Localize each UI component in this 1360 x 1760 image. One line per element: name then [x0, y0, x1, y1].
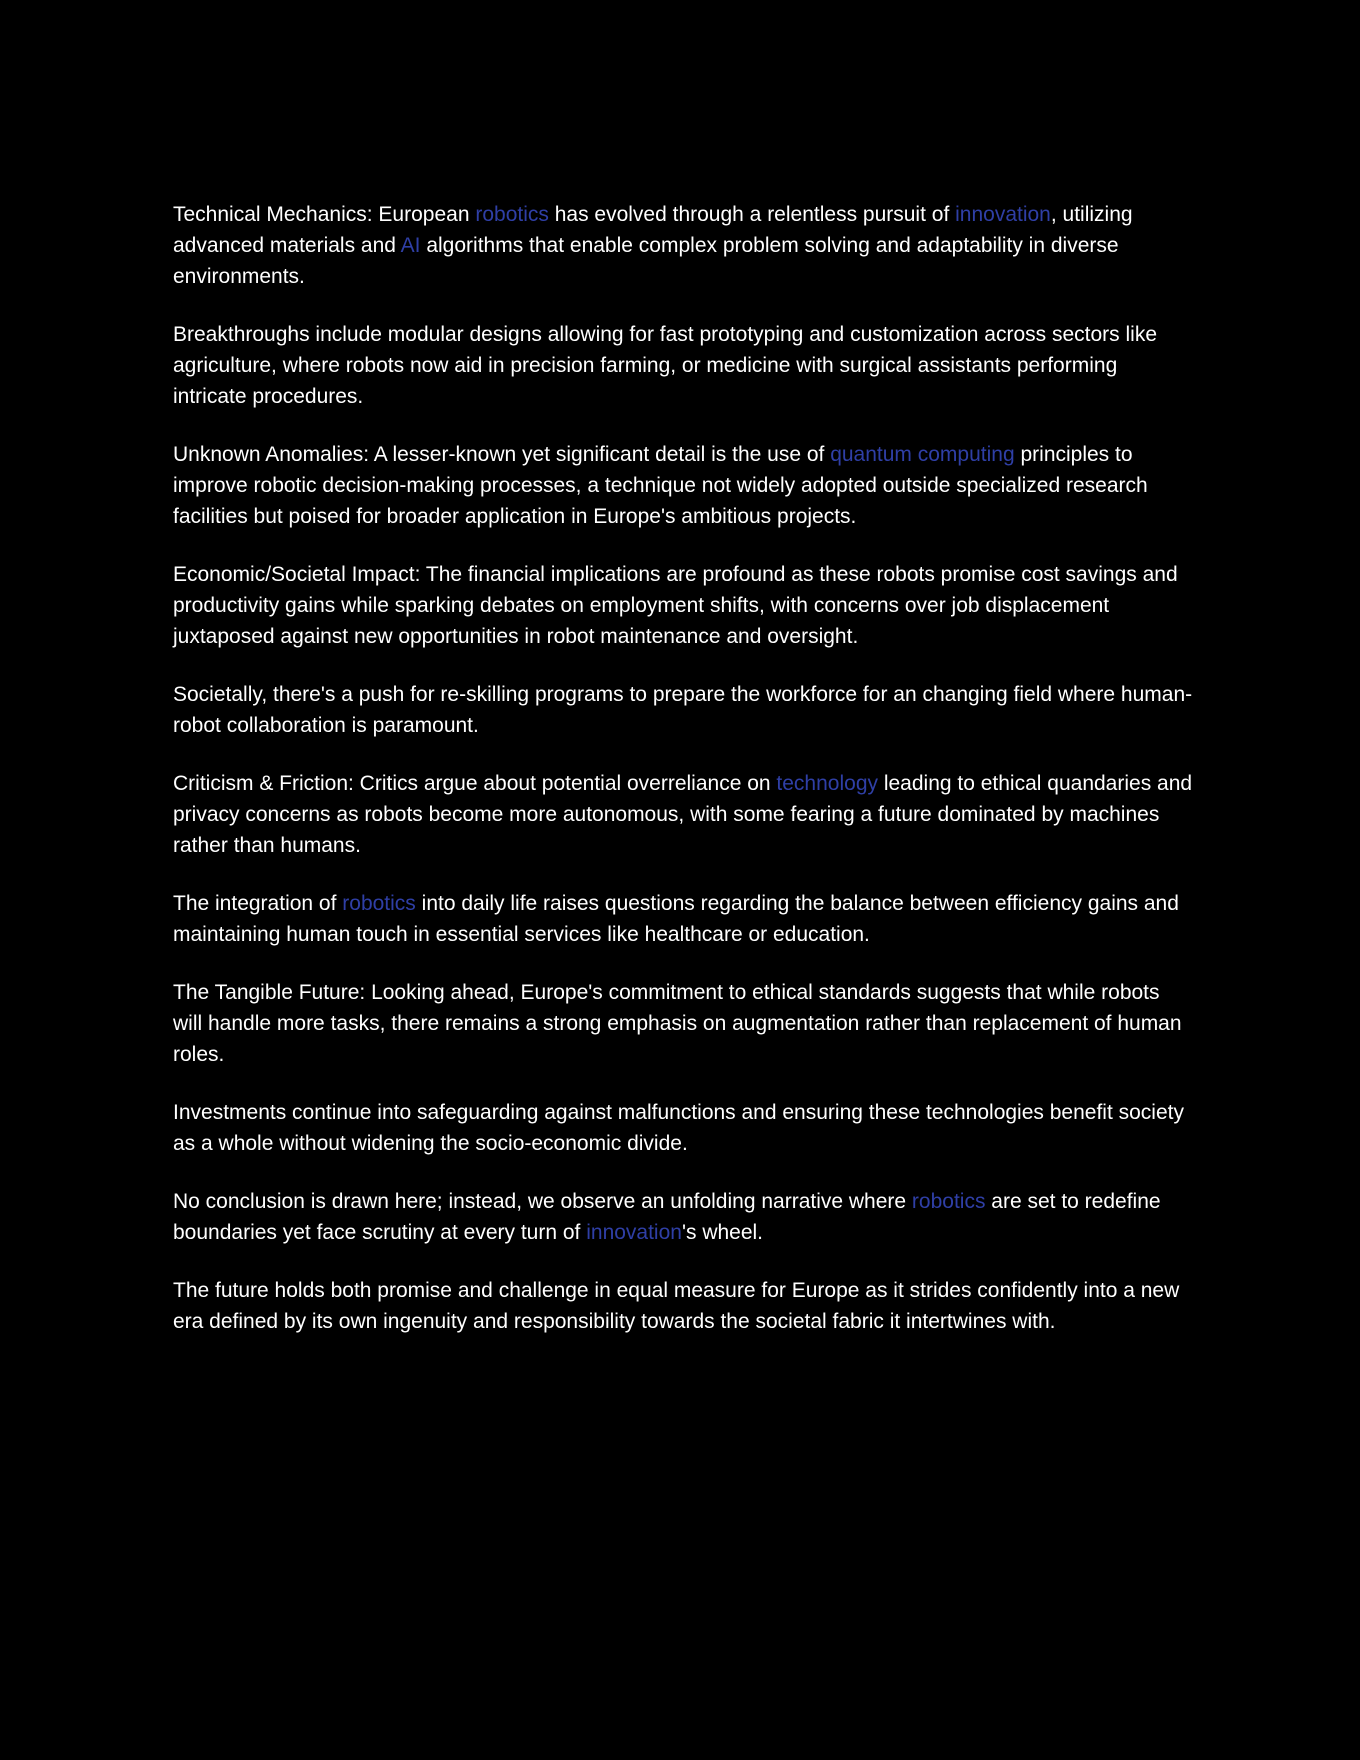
- paragraph-text: into daily life raises questions regarding the balance between efficiency gains and maintaining human touch in essential services like healthcare or education.: [173, 892, 1179, 946]
- paragraph: [173, 679, 1193, 741]
- paragraph: [173, 439, 1193, 532]
- paragraph: [173, 768, 1193, 861]
- paragraph-text: The future holds both promise and challenge in equal measure for Europe as it strides confidently into a new era defined by its own ingenuity and responsibility towards the societal fabric it intertwines with.: [173, 1279, 1180, 1333]
- paragraph-text: Societally, there's a push for re-skilling programs to prepare the workforce for an changing field where human-robot collaboration is paramount.: [173, 683, 1193, 737]
- link-innovation[interactable]: innovation: [955, 203, 1051, 226]
- link-robotics[interactable]: robotics: [475, 203, 549, 226]
- paragraph: [173, 559, 1193, 652]
- link-robotics[interactable]: robotics: [342, 892, 416, 915]
- paragraph-text: Unknown Anomalies: A lesser-known yet significant detail is the use of: [173, 443, 831, 466]
- paragraph: [173, 319, 1193, 412]
- article-body: [173, 199, 1193, 1364]
- paragraph: [173, 977, 1193, 1070]
- paragraph-text: 's wheel.: [681, 1221, 764, 1244]
- paragraph-text: Investments continue into safeguarding against malfunctions and ensuring these technologies benefit society as a whole without widening the socio-economic divide.: [173, 1101, 1184, 1155]
- paragraph: [173, 888, 1193, 950]
- paragraph-text: The integration of: [173, 892, 343, 915]
- link-quantum-computing[interactable]: quantum computing: [830, 443, 1015, 466]
- paragraph-text: leading to ethical quandaries and privacy concerns as robots become more autonomous, with some fearing a future dominated by machines rather than humans.: [173, 772, 1193, 857]
- paragraph: [173, 1186, 1193, 1248]
- link-technology[interactable]: technology: [776, 772, 878, 795]
- paragraph-text: Breakthroughs include modular designs allowing for fast prototyping and customization across sectors like agriculture, where robots now aid in precision farming, or medicine with surgical assistants performing intricate procedures.: [173, 323, 1158, 408]
- paragraph-text: are set to redefine boundaries yet face scrutiny at every turn of: [173, 1190, 1161, 1244]
- paragraph: [173, 1275, 1193, 1337]
- paragraph-text: principles to improve robotic decision-making processes, a technique not widely adopted outside specialized research facilities but poised for broader application in Europe's ambitious projects.: [173, 443, 1148, 528]
- paragraph-text: algorithms that enable complex problem solving and adaptability in diverse environments.: [173, 234, 1119, 288]
- paragraph-text: Technical Mechanics: European: [173, 203, 476, 226]
- paragraph: [173, 1097, 1193, 1159]
- paragraph-text: has evolved through a relentless pursuit of: [548, 203, 956, 226]
- paragraph-text: , utilizing advanced materials and: [173, 203, 1133, 257]
- paragraph-text: The Tangible Future: Looking ahead, Europe's commitment to ethical standards suggests that while robots will handle more tasks, there remains a strong emphasis on augmentation rather than replacement of human roles.: [173, 981, 1182, 1066]
- paragraph-text: Economic/Societal Impact: The financial implications are profound as these robots promise cost savings and productivity gains while sparking debates on employment shifts, with concerns over job displacement juxtaposed against new opportunities in robot maintenance and oversight.: [173, 563, 1178, 648]
- paragraph: [173, 199, 1193, 292]
- paragraph-text: Criticism & Friction: Critics argue about potential overreliance on: [173, 772, 777, 795]
- paragraph-text: No conclusion is drawn here; instead, we observe an unfolding narrative where: [173, 1190, 912, 1213]
- link-innovation[interactable]: innovation: [586, 1221, 682, 1244]
- link-robotics[interactable]: robotics: [911, 1190, 986, 1213]
- link-ai[interactable]: AI: [400, 234, 421, 257]
